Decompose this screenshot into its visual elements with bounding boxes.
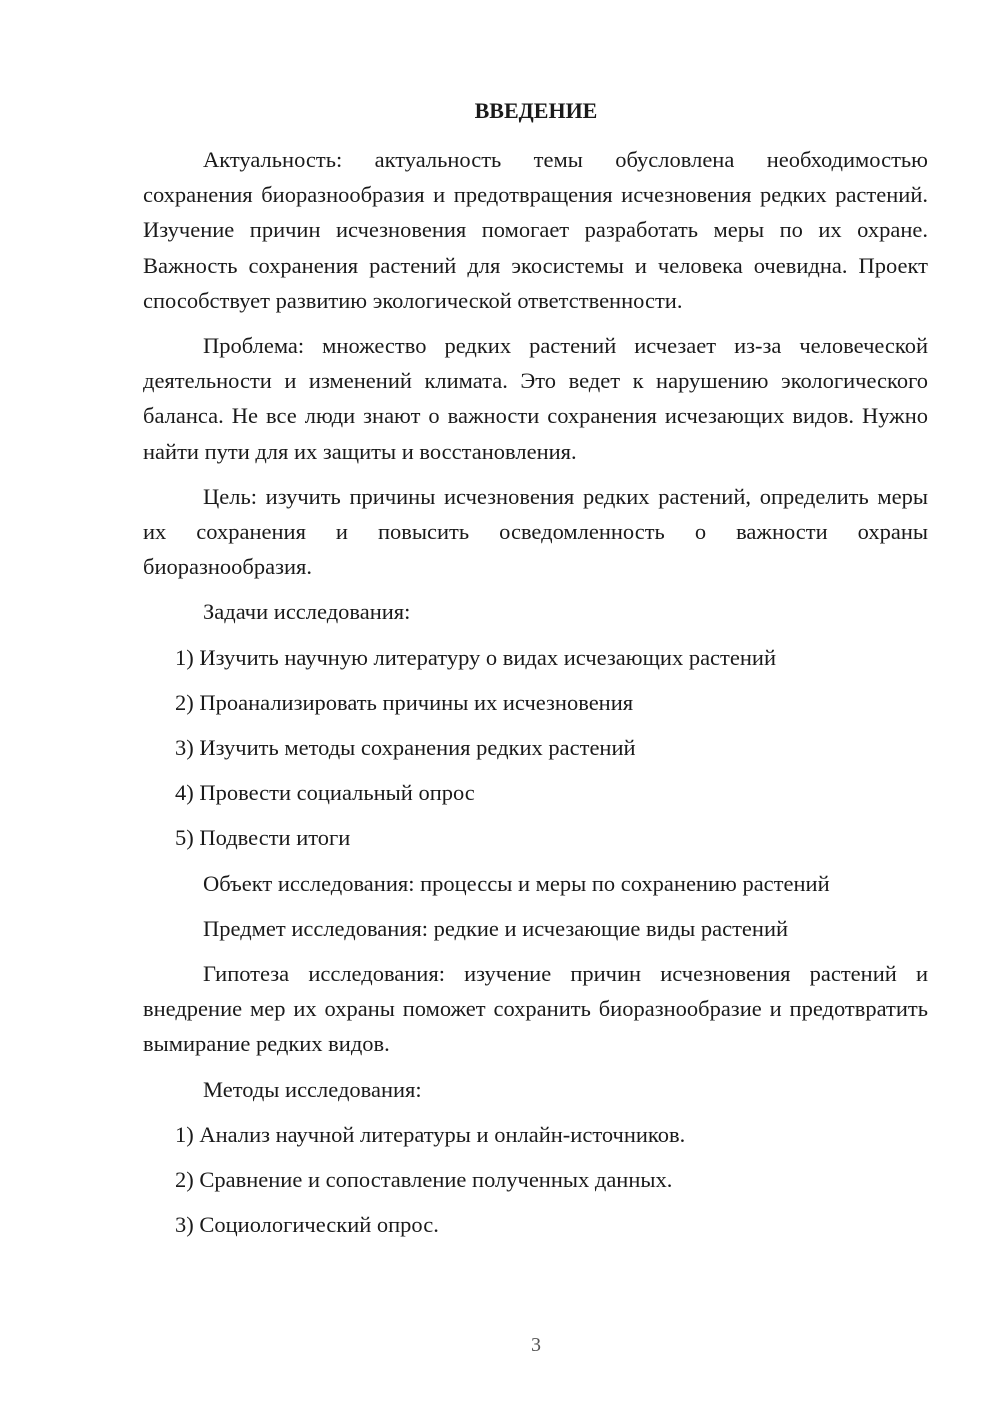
list-item: 3) Изучить методы сохранения редких растений [175,735,636,761]
methods-heading: Методы исследования: [203,1076,422,1102]
object-paragraph: Объект исследования: процессы и меры по сохранению растений [203,870,830,896]
list-item: 5) Подвести итоги [175,825,351,851]
subject-paragraph: Предмет исследования: редкие и исчезающие виды растений [203,915,789,941]
list-item: 2) Сравнение и сопоставление полученных данных. [175,1167,673,1193]
list-item: 1) Анализ научной литературы и онлайн-источников. [175,1121,686,1147]
list-item: 3) Социологический опрос. [175,1212,439,1238]
list-item: 2) Проанализировать причины их исчезновения [175,689,634,715]
relevance-paragraph: Актуальность: актуальность темы обусловлена необходимостью сохранения биоразнообразия и предотвращения исчезновения редких растений. Изучение причин исчезновения помогает разработать меры по их охране. Важность сохранения растений для экосистемы и человека очевидна. Проект способствует развитию экологической ответственности. [143,147,928,313]
goal-paragraph: Цель: изучить причины исчезновения редких растений, определить меры их сохранения и повысить осведомленность о важности охраны биоразнообразия. [143,483,928,580]
page-title: ВВЕДЕНИЕ [474,98,598,123]
list-item: 4) Провести социальный опрос [175,780,475,806]
list-item: 1) Изучить научную литературу о видах исчезающих растений [175,644,776,670]
tasks-heading: Задачи исследования: [203,599,411,625]
page-content [143,142,928,1252]
page-number: 3 [531,1334,541,1356]
problem-paragraph: Проблема: множество редких растений исчезает из-за человеческой деятельности и изменений климата. Это ведет к нарушению экологического баланса. Не все люди знают о важности сохранения исчезающих видов. Нужно найти пути для их защиты и восстановления. [143,333,928,464]
hypothesis-paragraph: Гипотеза исследования: изучение причин исчезновения растений и внедрение мер их охраны поможет сохранить биоразнообразие и предотвратить вымирание редких видов. [143,961,928,1057]
